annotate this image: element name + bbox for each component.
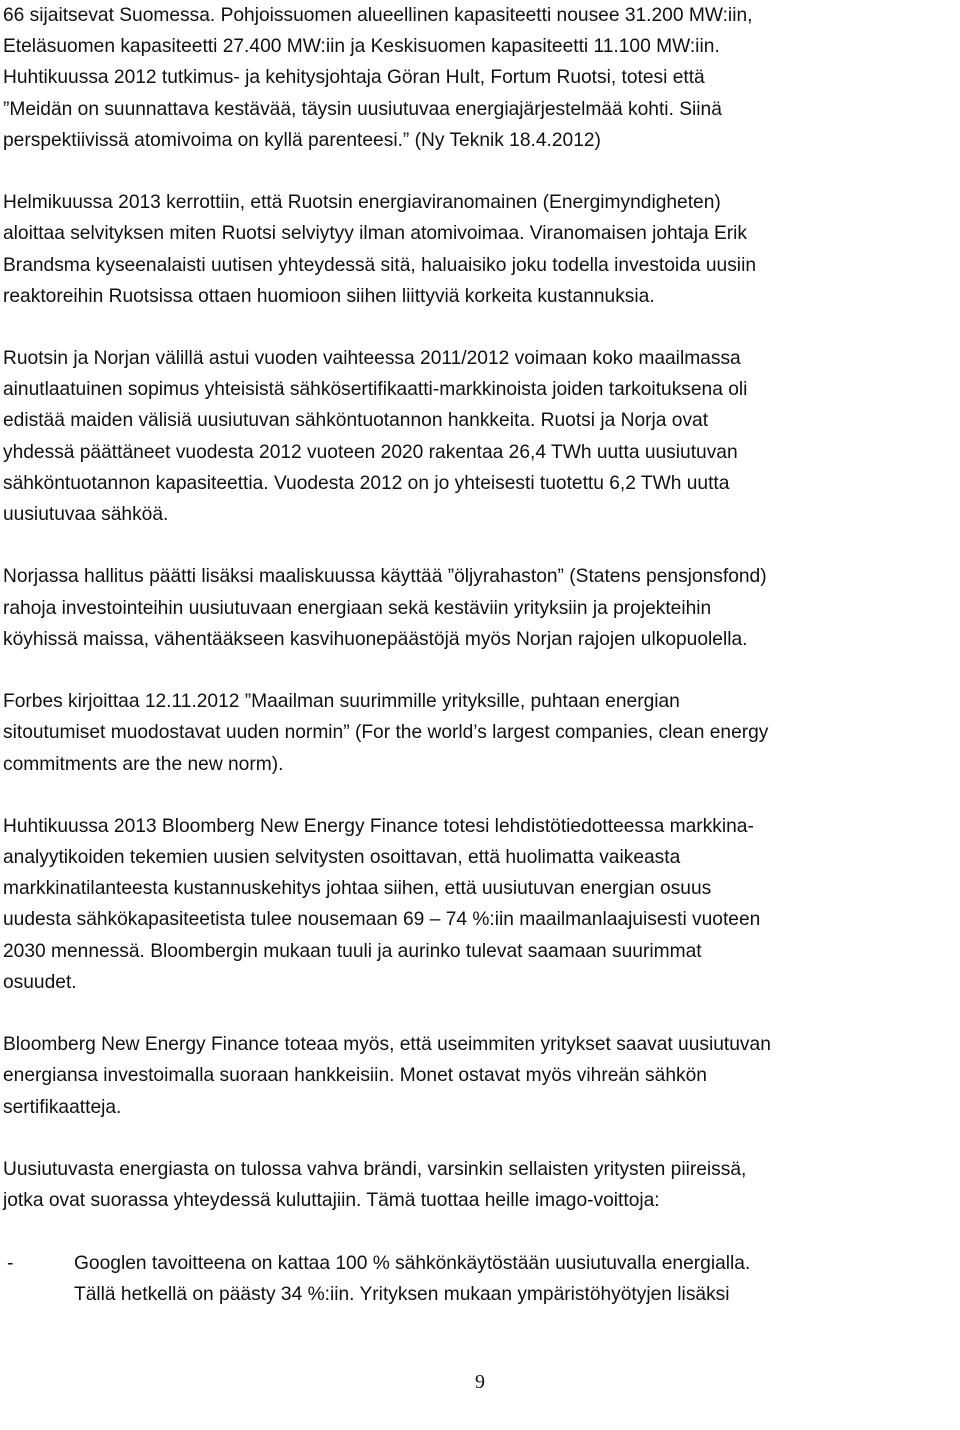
- text-line: Huhtikuussa 2012 tutkimus- ja kehitysjohtaja Göran Hult, Fortum Ruotsi, totesi että: [3, 67, 705, 89]
- list-item-text: [74, 1248, 959, 1310]
- text-line: energiansa investoimalla suoraan hankkeisiin. Monet ostavat myös vihreän sähkön: [3, 1065, 707, 1087]
- paragraph-gap: [3, 156, 959, 187]
- text-line: 66 sijaitsevat Suomessa. Pohjoissuomen alueellinen kapasiteetti nousee 31.200 MW:iin,: [3, 5, 753, 26]
- paragraph-oil-fund: [3, 561, 959, 655]
- text-line: Eteläsuomen kapasiteetti 27.400 MW:iin ja Keskisuomen kapasiteetti 11.100 MW:iin.: [3, 36, 720, 58]
- text-line: Helmikuussa 2013 kerrottiin, että Ruotsin energiaviranomainen (Energimyndigheten): [3, 192, 721, 214]
- text-line: osuudet.: [3, 971, 77, 993]
- document-page: [3, 0, 959, 1310]
- text-line: uusiutuvaa sähköä.: [3, 504, 169, 525]
- paragraph-forbes: [3, 686, 959, 780]
- text-line: uudesta sähkökapasiteetista tulee nousemaan 69 – 74 %:iin maailmanlaajuisesti vuoteen: [3, 909, 761, 931]
- text-line: köyhissä maissa, vähentääkseen kasvihuonepäästöjä myös Norjan rajojen ulkopuolella.: [3, 628, 748, 650]
- text-line: 2030 mennessä. Bloombergin mukaan tuuli ja aurinko tulevat saamaan suurimmat: [3, 940, 702, 962]
- paragraph-gap: [3, 1123, 959, 1154]
- text-line: Brandsma kyseenalaisti uutisen yhteydessä sitä, haluaisiko joku todella investoida uusiin: [3, 254, 757, 276]
- text-line: Forbes kirjoittaa 12.11.2012 ”Maailman suurimmille yrityksille, puhtaan energian: [3, 691, 680, 713]
- text-line: Ruotsin ja Norjan välillä astui vuoden vaihteessa 2011/2012 voimaan koko maailmassa: [3, 348, 741, 370]
- paragraph-gap: [3, 780, 959, 811]
- paragraph-fortum-quote: [3, 62, 959, 156]
- text-line: sertifikaatteja.: [3, 1096, 122, 1118]
- text-line: yhdessä päättäneet vuodesta 2012 vuoteen 2020 rakentaa 26,4 TWh uutta uusiutuvan: [3, 441, 738, 463]
- paragraph-gap: [3, 530, 959, 561]
- text-line: Huhtikuussa 2013 Bloomberg New Energy Finance totesi lehdistötiedotteessa markkina-: [3, 815, 754, 837]
- text-line: sähköntuotannon kapasiteettia. Vuodesta 2012 on jo yhteisesti tuotettu 6,2 TWh uutta: [3, 472, 730, 494]
- page-number: 9: [475, 1371, 485, 1393]
- text-line: ”Meidän on suunnattava kestävää, täysin uusiutuvaa energiajärjestelmää kohti. Siinä: [3, 98, 722, 120]
- paragraph-energimyndigheten: [3, 187, 959, 312]
- paragraph-bloomberg-investments: [3, 1029, 959, 1123]
- text-line: reaktoreihin Ruotsissa ottaen huomioon siihen liittyviä korkeita kustannuksia.: [3, 285, 655, 307]
- text-line: analyytikoiden tekemien uusien selvitysten osoittavan, että huolimatta vaikeasta: [3, 847, 681, 869]
- paragraph-gap: [3, 1216, 959, 1247]
- text-line: commitments are the new norm).: [3, 753, 284, 775]
- paragraph-bloomberg-report: [3, 811, 959, 998]
- text-line: Tällä hetkellä on päästy 34 %:iin. Yrityksen mukaan ympäristöhyötyjen lisäksi: [74, 1283, 730, 1305]
- paragraph-gap: [3, 998, 959, 1029]
- paragraph-certificate-market: [3, 343, 959, 530]
- paragraph-gap: [3, 655, 959, 686]
- text-line: perspektiivissä atomivoima on kyllä parenteesi.” (Ny Teknik 18.4.2012): [3, 129, 601, 151]
- text-line: Googlen tavoitteena on kattaa 100 % sähkönkäytöstään uusiutuvalla energialla.: [74, 1252, 751, 1274]
- text-line: ainutlaatuinen sopimus yhteisistä sähkösertifikaatti-markkinoista joiden tarkoituksena oli: [3, 379, 748, 401]
- text-line: Uusiutuvasta energiasta on tulossa vahva brändi, varsinkin sellaisten yritysten piireissä,: [3, 1158, 747, 1180]
- text-line: sitoutumiset muodostavat uuden normin” (For the world’s largest companies, clean energy: [3, 722, 769, 744]
- paragraph-gap: [3, 312, 959, 343]
- text-line: Bloomberg New Energy Finance toteaa myös, että useimmiten yritykset saavat uusiutuvan: [3, 1034, 771, 1056]
- text-line: markkinatilanteesta kustannuskehitys johtaa siihen, että uusiutuvan energian osuus: [3, 878, 712, 900]
- paragraph-brand: [3, 1154, 959, 1216]
- text-line: rahoja investointeihin uusiutuvaan energiaan sekä kestäviin yrityksiin ja projekteihin: [3, 597, 712, 619]
- text-line: Norjassa hallitus päätti lisäksi maaliskuussa käyttää ”öljyrahaston” (Statens pensjonsfond): [3, 566, 767, 588]
- text-line: jotka ovat suorassa yhteydessä kuluttajiin. Tämä tuottaa heille imago-voittoja:: [3, 1190, 660, 1212]
- text-line: edistää maiden välisiä uusiutuvan sähköntuotannon hankkeita. Ruotsi ja Norja ovat: [3, 410, 709, 432]
- list-item: [3, 1248, 959, 1310]
- paragraph-capacity: [3, 0, 959, 62]
- list-bullet: -: [7, 1252, 14, 1274]
- text-line: aloittaa selvityksen miten Ruotsi selviytyy ilman atomivoimaa. Viranomaisen johtaja Erik: [3, 223, 748, 245]
